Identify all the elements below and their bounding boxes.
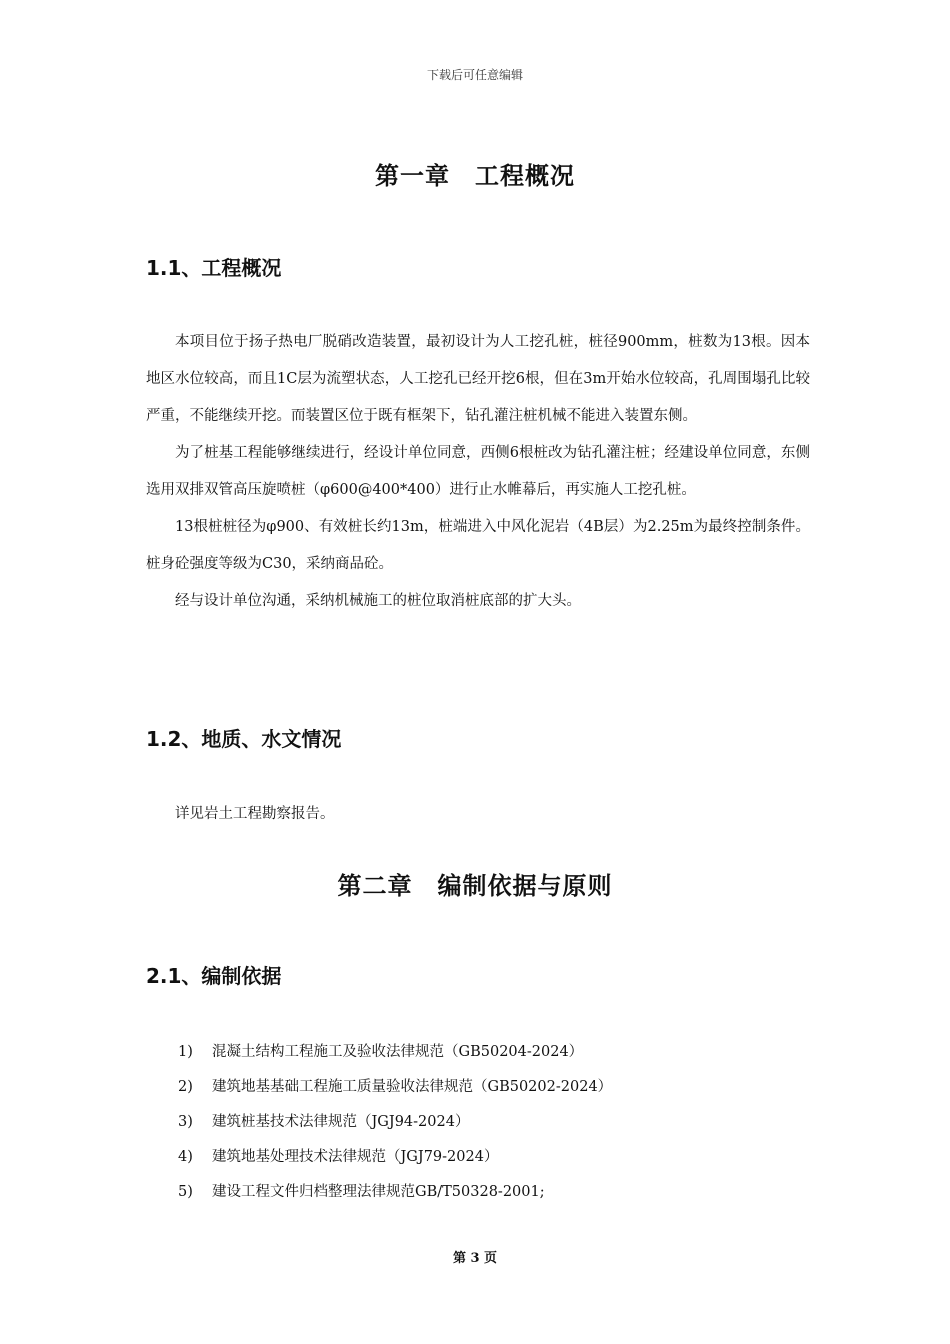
- paragraph: 为了桩基工程能够继续进行，经设计单位同意，西侧6根桩改为钻孔灌注桩；经建设单位同意，东侧选用双排双管高压旋喷桩（φ600@400*400）进行止水帷幕后，再实施人工挖孔桩。: [146, 445, 810, 498]
- section-2-1-title: 2.1、编制依据: [146, 964, 282, 988]
- list-item-text: 混凝土结构工程施工及验收法律规范（GB50204-2024）: [212, 1044, 584, 1060]
- list-item-number: 4): [178, 1149, 193, 1165]
- list-item: [178, 1105, 818, 1140]
- section-1-1-title: 1.1、工程概况: [146, 256, 282, 280]
- list-item-number: 2): [178, 1079, 193, 1095]
- list-item: [178, 1070, 818, 1105]
- list-item-number: 5): [178, 1184, 193, 1200]
- page-header: 下载后可任意编辑: [426, 68, 523, 82]
- list-item: [178, 1140, 818, 1175]
- list-item-text: 建筑桩基技术法律规范（JGJ94-2024）: [212, 1114, 470, 1130]
- paragraph: 详见岩土工程勘察报告。: [175, 806, 335, 822]
- list-item-text: 建设工程文件归档整理法律规范GB/T50328-2001;: [212, 1184, 545, 1200]
- section-1-1-body: [146, 324, 810, 620]
- list-item: [178, 1035, 818, 1070]
- section-1-2-title: 1.2、地质、水文情况: [146, 727, 342, 751]
- paragraph: 本项目位于扬子热电厂脱硝改造装置，最初设计为人工挖孔桩，桩径900mm，桩数为13根。因本地区水位较高，而且1C层为流塑状态，人工挖孔已经开挖6根，但在3m开始水位较高，孔周围塌孔比较严重，不能继续开挖。而装置区位于既有框架下，钻孔灌注桩机械不能进入装置东侧。: [146, 334, 810, 424]
- page-number: 第 3 页: [452, 1251, 498, 1266]
- chapter-1-title: 第一章 工程概况: [375, 162, 575, 190]
- list-item: [178, 1175, 818, 1210]
- paragraph: 经与设计单位沟通，采纳机械施工的桩位取消桩底部的扩大头。: [175, 593, 581, 609]
- paragraph: 13根桩桩径为φ900、有效桩长约13m，桩端进入中风化泥岩（4B层）为2.25m为最终控制条件。桩身砼强度等级为C30，采纳商品砼。: [146, 519, 810, 572]
- list-item-number: 3): [178, 1114, 193, 1130]
- section-1-2-body: [146, 796, 810, 833]
- list-item-text: 建筑地基基础工程施工质量验收法律规范（GB50202-2024）: [212, 1079, 613, 1095]
- list-item-text: 建筑地基处理技术法律规范（JGJ79-2024）: [212, 1149, 499, 1165]
- list-item-number: 1): [178, 1044, 193, 1060]
- chapter-2-title: 第二章 编制依据与原则: [337, 872, 613, 900]
- reference-list: [178, 1035, 818, 1210]
